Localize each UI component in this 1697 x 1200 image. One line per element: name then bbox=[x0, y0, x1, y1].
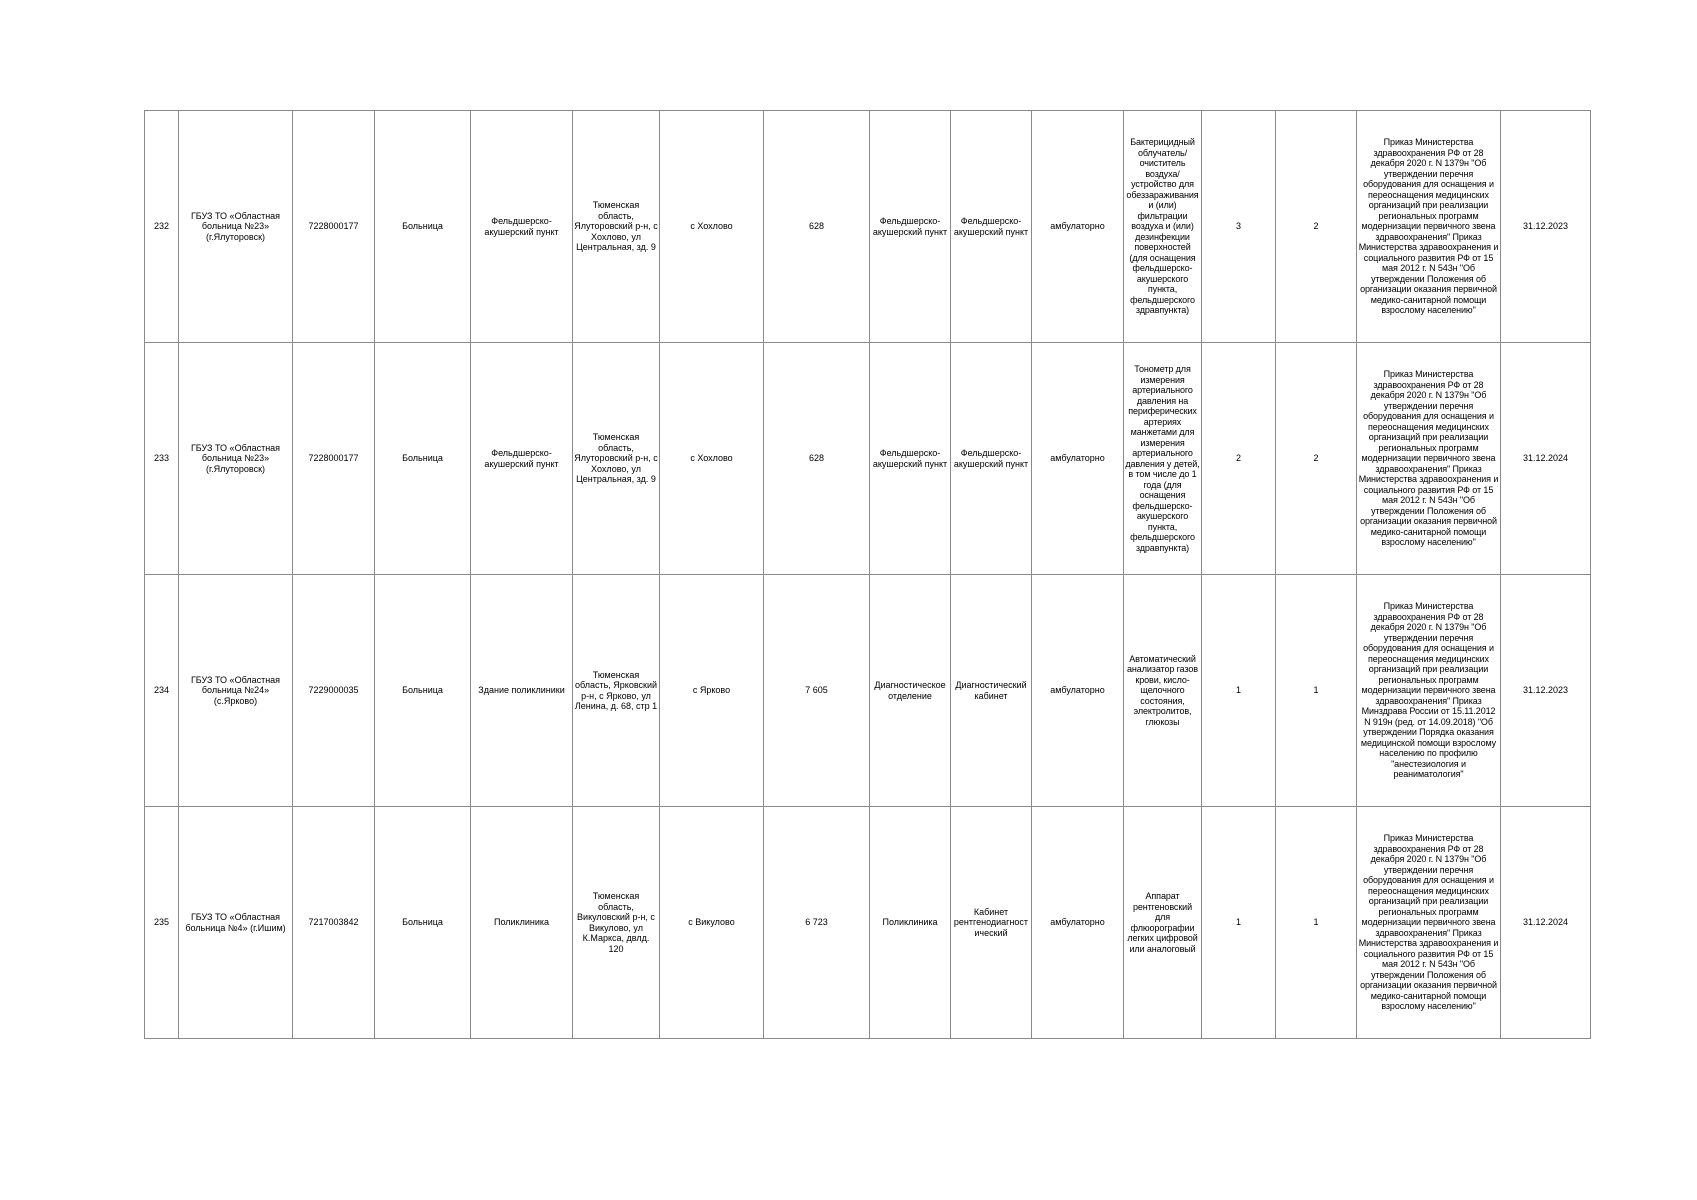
equipment: Аппарат рентгеновский для флюорографии легких цифровой или аналоговый bbox=[1124, 807, 1202, 1039]
table-row bbox=[145, 343, 1591, 575]
department: Фельдшерско-акушерский пункт bbox=[870, 343, 951, 575]
table-row bbox=[145, 575, 1591, 807]
row-number: 232 bbox=[145, 111, 179, 343]
equipment: Бактерицидный облучатель/очиститель воздуха/устройство для обеззараживания и (или) фильтрации воздуха и (или) дезинфекции поверхностей (для оснащения фельдшерско-акушерского пункта, фельдшерского здравпункта) bbox=[1124, 111, 1202, 343]
care-form: амбулаторно bbox=[1032, 111, 1124, 343]
care-form: амбулаторно bbox=[1032, 575, 1124, 807]
legal-basis: Приказ Министерства здравоохранения РФ от 28 декабря 2020 г. N 1379н "Об утверждении перечня оборудования для оснащения и переоснащения медицинских организаций при реализации региональных программ модернизации первичного звена здравоохранения" Приказ Минздрава России от 15.11.2012 N 919н (ред. от 14.09.2018) "Об утверждении Порядка оказания медицинской помощи взрослому населению по профилю "анестезиология и реаниматология" bbox=[1357, 575, 1501, 807]
inn: 7228000177 bbox=[293, 111, 375, 343]
quantity-2: 1 bbox=[1276, 807, 1357, 1039]
facility-type: Больница bbox=[375, 111, 471, 343]
deadline-date: 31.12.2024 bbox=[1501, 807, 1591, 1039]
equipment: Автоматический анализатор газов крови, кисло-щелочного состояния, электролитов, глюкозы bbox=[1124, 575, 1202, 807]
address: Тюменская область, Викуловский р-н, с Викулово, ул К.Маркса, двлд. 120 bbox=[573, 807, 660, 1039]
equipment: Тонометр для измерения артериального давления на периферических артериях манжетами для измерения артериального давления у детей, в том числе до 1 года (для оснащения фельдшерско-акушерского пункта, фельдшерского здравпункта) bbox=[1124, 343, 1202, 575]
row-number: 233 bbox=[145, 343, 179, 575]
deadline-date: 31.12.2024 bbox=[1501, 343, 1591, 575]
quantity-2: 1 bbox=[1276, 575, 1357, 807]
building: Фельдшерско-акушерский пункт bbox=[471, 343, 573, 575]
inn: 7228000177 bbox=[293, 343, 375, 575]
facility-type: Больница bbox=[375, 575, 471, 807]
equipment-table bbox=[144, 110, 1591, 1039]
locality: с Викулово bbox=[660, 807, 764, 1039]
locality: с Хохлово bbox=[660, 111, 764, 343]
deadline-date: 31.12.2023 bbox=[1501, 111, 1591, 343]
table-row bbox=[145, 807, 1591, 1039]
facility-type: Больница bbox=[375, 807, 471, 1039]
locality: с Хохлово bbox=[660, 343, 764, 575]
legal-basis: Приказ Министерства здравоохранения РФ от 28 декабря 2020 г. N 1379н "Об утверждении перечня оборудования для оснащения и переоснащения медицинских организаций при реализации региональных программ модернизации первичного звена здравоохранения" Приказ Министерства здравоохранения и социального развития РФ от 15 мая 2012 г. N 543н "Об утверждении Положения об организации оказания первичной медико-санитарной помощи взрослому населению" bbox=[1357, 807, 1501, 1039]
address: Тюменская область, Ялуторовский р-н, с Хохлово, ул Центральная, зд. 9 bbox=[573, 343, 660, 575]
row-number: 235 bbox=[145, 807, 179, 1039]
locality: с Ярково bbox=[660, 575, 764, 807]
quantity-1: 3 bbox=[1202, 111, 1276, 343]
legal-basis: Приказ Министерства здравоохранения РФ от 28 декабря 2020 г. N 1379н "Об утверждении перечня оборудования для оснащения и переоснащения медицинских организаций при реализации региональных программ модернизации первичного звена здравоохранения" Приказ Министерства здравоохранения и социального развития РФ от 15 мая 2012 г. N 543н "Об утверждении Положения об организации оказания первичной медико-санитарной помощи взрослому населению" bbox=[1357, 343, 1501, 575]
address: Тюменская область, Ярковский р-н, с Ярково, ул Ленина, д. 68, стр 1 bbox=[573, 575, 660, 807]
population: 628 bbox=[764, 343, 870, 575]
organization-name: ГБУЗ ТО «Областная больница №24» (с.Ярково) bbox=[179, 575, 293, 807]
inn: 7217003842 bbox=[293, 807, 375, 1039]
table-row bbox=[145, 111, 1591, 343]
building: Поликлиника bbox=[471, 807, 573, 1039]
row-number: 234 bbox=[145, 575, 179, 807]
room: Фельдшерско-акушерский пункт bbox=[951, 111, 1032, 343]
population: 7 605 bbox=[764, 575, 870, 807]
population: 628 bbox=[764, 111, 870, 343]
organization-name: ГБУЗ ТО «Областная больница №23» (г.Ялуторовск) bbox=[179, 111, 293, 343]
deadline-date: 31.12.2023 bbox=[1501, 575, 1591, 807]
quantity-1: 1 bbox=[1202, 575, 1276, 807]
care-form: амбулаторно bbox=[1032, 807, 1124, 1039]
organization-name: ГБУЗ ТО «Областная больница №4» (г.Ишим) bbox=[179, 807, 293, 1039]
building: Фельдшерско-акушерский пункт bbox=[471, 111, 573, 343]
room: Фельдшерско-акушерский пункт bbox=[951, 343, 1032, 575]
building: Здание поликлиники bbox=[471, 575, 573, 807]
inn: 7229000035 bbox=[293, 575, 375, 807]
address: Тюменская область, Ялуторовский р-н, с Хохлово, ул Центральная, зд. 9 bbox=[573, 111, 660, 343]
quantity-2: 2 bbox=[1276, 343, 1357, 575]
organization-name: ГБУЗ ТО «Областная больница №23» (г.Ялуторовск) bbox=[179, 343, 293, 575]
quantity-1: 1 bbox=[1202, 807, 1276, 1039]
legal-basis: Приказ Министерства здравоохранения РФ от 28 декабря 2020 г. N 1379н "Об утверждении перечня оборудования для оснащения и переоснащения медицинских организаций при реализации региональных программ модернизации первичного звена здравоохранения" Приказ Министерства здравоохранения и социального развития РФ от 15 мая 2012 г. N 543н "Об утверждении Положения об организации оказания первичной медико-санитарной помощи взрослому населению" bbox=[1357, 111, 1501, 343]
room: Диагностический кабинет bbox=[951, 575, 1032, 807]
room: Кабинет рентгенодиагностический bbox=[951, 807, 1032, 1039]
population: 6 723 bbox=[764, 807, 870, 1039]
care-form: амбулаторно bbox=[1032, 343, 1124, 575]
department: Диагностическое отделение bbox=[870, 575, 951, 807]
department: Фельдшерско-акушерский пункт bbox=[870, 111, 951, 343]
facility-type: Больница bbox=[375, 343, 471, 575]
department: Поликлиника bbox=[870, 807, 951, 1039]
quantity-2: 2 bbox=[1276, 111, 1357, 343]
quantity-1: 2 bbox=[1202, 343, 1276, 575]
